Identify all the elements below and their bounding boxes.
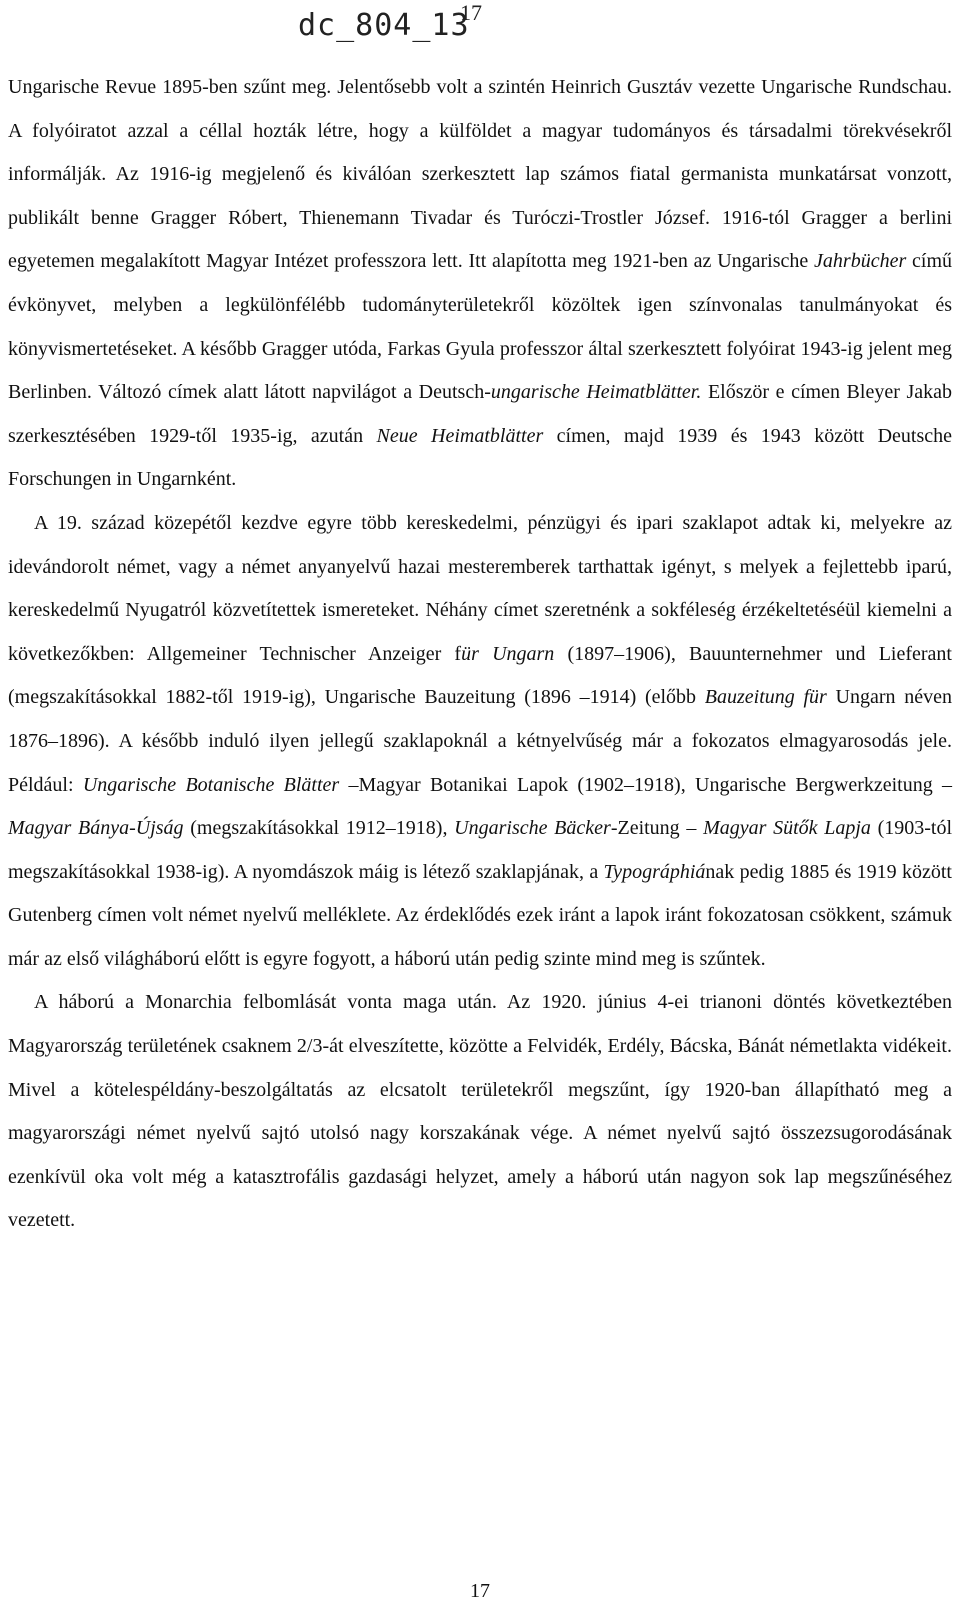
italic-title: Ungarische Botanische Blätter [82,773,340,796]
italic-title: Bauzeitung für [704,686,827,709]
page-number-bottom: 17 [470,1580,490,1602]
text-run: A háború a Monarchia felbomlását vonta maga után. Az 1920. június 4-ei trianoni döntés következtében Magyarország területének csaknem 2/3-át elveszítette, közötte a Felvidék, Erdély, Bácska, Bánát németlakta vidékeit. Mivel a kötelespéldány-beszolgáltatás az elcsatolt területekről megszűnt, így 1920-ban állapítható meg a magyarországi német nyelvű sajtó utolsó nagy korszakának vége. A német nyelvű sajtó összezsugorodásának ezenkívül oka volt még a katasztrofális gazdasági helyzet, amely a háború után nagyon sok lap megszűnéséhez vezetett. [8,991,952,1232]
text-run: (1903-tól megszakításokkal 1938-ig). A nyomdászok máig is létező szaklapjának, a [8,817,953,883]
italic-title: Neue Heimatblätter [376,424,544,447]
text-run: (megszakításokkal 1912–1918), [183,817,455,840]
body-text [8,66,952,1243]
text-run: A 19. század közepétől kezdve egyre több kereskedelmi, pénzügyi és ipari szaklapot adtak ki, melyekre az idevándorolt német, vagy a német anyanyelvű hazai mesteremberek tarthattak igényt, s melyek a fejlettebb iparú, kereskedelmű Nyugatról közvetítettek ismereteket. Néhány címet szeretnénk a sokféleség érzékeltetéséül kiemelni a következőkben: Allgemeiner Technischer Anzeiger f [8,511,952,665]
italic-title: Ungarische Bäcker [454,817,611,840]
text-run: című évkönyvet, melyben a legkülönfélébb tudományterületekről közöltek igen színvonalas tanulmányokat és könyvismertetéseket. A később Gragger utóda, Farkas Gyula professzor által szerkesztett folyóirat 1943-ig jelent meg Berlinben. Változó címek alatt látott napvilágot a Deutsch- [8,250,953,404]
text-run: –Magyar Botanikai Lapok (1902–1918), Ungarische Bergwerkzeitung – [339,773,953,796]
paragraph-2 [8,502,952,982]
italic-title: ür Ungarn [461,642,555,665]
text-run: címen, majd 1939 és 1943 között Deutsche Forschungen in Ungarnként. [8,424,952,491]
text-run: Először e címen Bleyer Jakab szerkesztésében 1929-től 1935-ig, azután [8,381,952,447]
document-id: dc_804_13 [298,8,470,43]
text-run: Ungarn néven 1876–1896). A később induló ilyen jellegű szaklapoknál a kétnyelvűség már a fokozatos elmagyarosodás jele. Például: [8,686,952,796]
text-run: nak pedig 1885 és 1919 között Gutenberg címen volt német nyelvű melléklete. Az érdeklődés ezek iránt a lapok iránt fokozatosan csökkent, számuk már az első világháború előtt is egyre fogyott, a háború után pedig szinte mind meg is szűntek. [8,860,952,970]
text-run: Ungarische Revue 1895-ben szűnt meg. Jelentősebb volt a szintén Heinrich Gusztáv vezette Ungarische Rundschau. A folyóiratot azzal a céllal hozták létre, hogy a külföldet a magyar tudományos és társadalmi törekvésekről informálják. Az 1916-ig megjelenő és kiválóan szerkesztett lap számos fiatal germanista munkatársat vonzott, publikált benne Gragger Róbert, Thienemann Tivadar és Turóczi-Trostler József. 1916-tól Gragger a berlini egyetemen megalakított Magyar Intézet professzora lett. Itt alapította meg 1921-ben az Ungarische [8,76,952,273]
paragraph-3 [8,981,952,1243]
text-run: -Zeitung – [610,817,704,840]
italic-title: Magyar Bánya-Újság [8,817,184,840]
italic-title: Magyar Sütők Lapja [703,817,871,840]
italic-title: Typográphiá [603,860,706,883]
italic-title: Jahrbücher [814,250,907,273]
italic-title: ungarische Heimatblätter. [490,381,702,404]
page-number-top: 17 [460,0,482,25]
paragraph-1 [8,66,952,502]
text-run: (1897–1906), Bauunternehmer und Lieferant (megszakításokkal 1882-től 1919-ig), Ungarische Bauzeitung (1896 –1914) (előbb [8,642,952,709]
